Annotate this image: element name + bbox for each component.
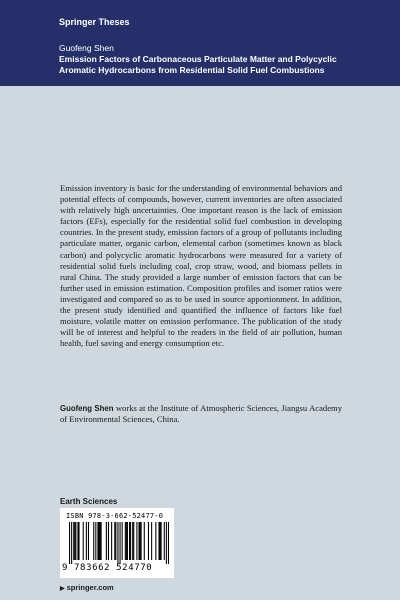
barcode-bar (125, 522, 126, 560)
barcode-bar (69, 522, 70, 564)
series-name: Springer Theses (59, 17, 130, 27)
book-title (59, 54, 359, 76)
barcode-bar (126, 522, 127, 560)
barcode-bar (111, 522, 112, 560)
barcode-bar (140, 522, 141, 560)
book-title-line-1: Emission Factors of Carbonaceous Particulate Matter and Polycyclic (59, 54, 337, 64)
barcode-bar (98, 522, 99, 560)
barcode-bar (108, 522, 109, 560)
barcode-bar (100, 522, 101, 560)
barcode-bar (158, 522, 159, 560)
author-bio-text: works at the Institute of Atmospheric Sciences, Jiangsu Academy of Environmental Sciences, China. (60, 403, 343, 425)
barcode-bar (83, 522, 84, 560)
barcode-bar (151, 522, 152, 560)
barcode-bar (129, 522, 130, 560)
barcode-bar (101, 522, 102, 560)
barcode-bar (74, 522, 75, 560)
barcode-number: 9 783662 524770 (62, 563, 153, 573)
book-title-line-2: Aromatic Hydrocarbons from Residential Solid Fuel Combustions (59, 65, 325, 75)
barcode-bar (138, 522, 139, 560)
publisher-website-label: springer.com (66, 583, 114, 592)
publisher-website[interactable] (60, 583, 114, 592)
barcode-bar (155, 522, 156, 560)
barcode-bar (130, 522, 131, 560)
arrow-icon: ▶ (60, 586, 65, 592)
barcode-bar (141, 522, 142, 560)
barcode-bar (95, 522, 96, 560)
barcode-bar (164, 522, 165, 560)
barcode-bar (148, 522, 149, 560)
barcode-bar (71, 522, 72, 564)
author-bio-name: Guofeng Shen (60, 404, 114, 413)
barcode-bar (75, 522, 76, 560)
barcode-bar (114, 522, 115, 560)
barcode-bar (97, 522, 98, 560)
barcode-bar (161, 522, 162, 560)
barcode-bar (120, 522, 121, 564)
barcode-panel (60, 508, 174, 578)
barcode-bar (106, 522, 107, 560)
barcode-bar (160, 522, 161, 560)
subject-category: Earth Sciences (60, 497, 118, 506)
barcode-bar (168, 522, 169, 564)
barcode-bar (117, 522, 118, 564)
barcode-bar (127, 522, 128, 560)
barcode-image (69, 522, 169, 564)
barcode-bar (132, 522, 133, 560)
barcode-bar (93, 522, 94, 560)
barcode-bar (115, 522, 116, 560)
barcode-bar (78, 522, 79, 560)
barcode-bar (88, 522, 89, 560)
isbn-label: ISBN 978-3-662-52477-0 (66, 512, 164, 520)
book-description: Emission inventory is basic for the understanding of environmental behaviors and potential effects of compounds, however, current inventories are often associated with relatively high uncertainties. One important reason is the lack of emission factors (EFs), especially for the residential solid fuel combustion in developing countries. In the present study, emission factors of a group of pollutants including particulate matter, organic carbon, elemental carbon (sometimes known as black carbon) and polycyclic aromatic hydrocarbons were measured for a variety of residential solid fuels including coal, crop straw, wood, and biomass pellets in rural China. The study provided a large number of emission factors that can be further used in emission estimation. Composition profiles and isomer ratios were investigated and compared so as to be used in source apportionment. In addition, the present study identified and quantified the influence of factors like fuel moisture, volatile matter on emission performance. The publication of the study will be of interest and helpful to the readers in the field of air pollution, human health, fuel saving and energy consumption etc. (60, 183, 342, 349)
barcode-bar (122, 522, 123, 560)
header-band (0, 0, 400, 86)
barcode-bar (166, 522, 167, 564)
barcode-bar (86, 522, 87, 560)
barcode-bar (77, 522, 78, 560)
barcode-bar (136, 522, 137, 560)
author-name: Guofeng Shen (59, 43, 114, 53)
barcode-bar (73, 522, 74, 560)
author-bio (60, 403, 342, 425)
barcode-bar (144, 522, 145, 560)
barcode-bar (133, 522, 134, 560)
